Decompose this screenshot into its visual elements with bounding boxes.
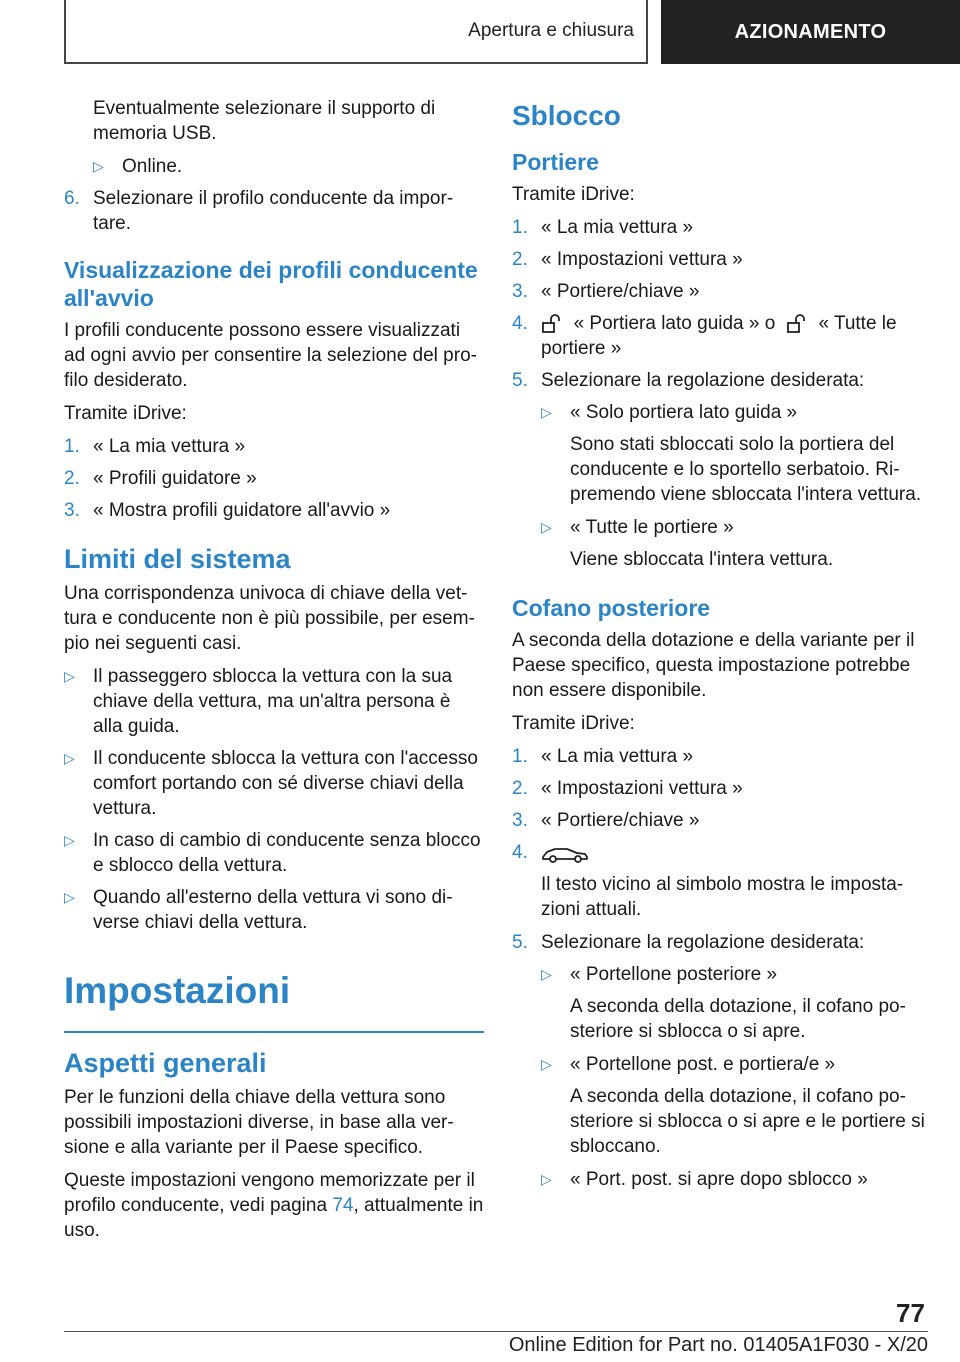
list-item xyxy=(512,368,928,393)
step-number: 3. xyxy=(512,810,528,831)
list-item xyxy=(512,1167,928,1192)
left-column xyxy=(64,96,484,1251)
list-item xyxy=(512,1052,928,1077)
list-item xyxy=(64,498,484,523)
list-item-text: « La mia vettura » xyxy=(541,746,694,767)
step-number: 2. xyxy=(512,778,528,799)
footer-divider xyxy=(64,1331,928,1332)
page-number: 77 xyxy=(896,1298,925,1328)
paragraph-text: Queste impostazioni vengono memorizzate per il profilo conducente, vedi pagina xyxy=(64,1170,475,1216)
list-item xyxy=(64,434,484,459)
list-item-text xyxy=(541,840,928,865)
list-item xyxy=(512,840,928,865)
step-number: 2. xyxy=(64,468,80,489)
list-item-text: « La mia vettura » xyxy=(541,217,694,238)
step-number: 3. xyxy=(64,500,80,521)
triangle-right-icon: ▷ xyxy=(541,1056,552,1072)
header-section xyxy=(64,0,648,64)
paragraph: Tramite iDrive: xyxy=(512,184,635,205)
paragraph: Una corrispondenza univoca di chiave della vet-tura e conducente non è più possibile, per esem-pio nei seguenti casi. xyxy=(64,583,475,654)
list-item-text: « Portiere/chiave » xyxy=(541,281,700,302)
list-item-text: Quando all'esterno della vettura vi sono di-verse chiavi della vettura. xyxy=(93,887,453,933)
step-number: 3. xyxy=(512,281,528,302)
unlock-icon xyxy=(541,314,563,334)
list-item-text: « La mia vettura » xyxy=(93,436,246,457)
list-item-text: « Impostazioni vettura » xyxy=(541,249,743,270)
option-description: Sono stati sbloccati solo la portiera del conducente e lo sportello serbatoio. Ri-premendo viene sbloccata l'intera vettura. xyxy=(570,434,922,505)
option-description: A seconda della dotazione, il cofano po-steriore si sblocca o si apre e le portiere si sbloccano. xyxy=(570,1086,925,1157)
list-item-text xyxy=(541,311,928,361)
continued-text: Eventualmente selezionare il supporto di memoria USB. xyxy=(93,98,436,144)
triangle-right-icon: ▷ xyxy=(64,750,75,766)
paragraph: Tramite iDrive: xyxy=(512,713,635,734)
paragraph-text: , attualmente in uso. xyxy=(64,1195,484,1241)
list-item xyxy=(64,186,484,236)
list-item-text: « Solo portiera lato guida » xyxy=(570,402,798,423)
car-icon xyxy=(541,843,589,863)
list-item xyxy=(512,247,928,272)
triangle-right-icon: ▷ xyxy=(541,966,552,982)
subsection-title: Portiere xyxy=(512,149,599,175)
triangle-right-icon: ▷ xyxy=(541,519,552,535)
paragraph: Per le funzioni della chiave della vettura sono possibili impostazioni diverse, in base alla ver-sione e alla variante per il Paese specifico. xyxy=(64,1087,454,1158)
list-item-text: Online. xyxy=(122,156,183,177)
list-item xyxy=(64,828,484,878)
right-column xyxy=(512,100,928,1199)
list-item-text: Selezionare la regolazione desiderata: xyxy=(541,370,865,391)
triangle-right-icon: ▷ xyxy=(541,1171,552,1187)
list-item-text: « Portellone post. e portiera/e » xyxy=(570,1054,836,1075)
option-description: A seconda della dotazione, il cofano po-steriore si sblocca o si apre. xyxy=(570,996,906,1042)
section-title: Visualizzazione dei profili conducente all'avvio xyxy=(64,257,478,311)
list-item-text: « Mostra profili guidatore all'avvio » xyxy=(93,500,391,521)
header-chapter xyxy=(661,0,960,64)
step-number: 4. xyxy=(512,313,528,334)
step-number: 5. xyxy=(512,370,528,391)
list-item xyxy=(64,664,484,739)
triangle-right-icon: ▷ xyxy=(93,158,104,174)
list-item xyxy=(64,746,484,821)
list-item xyxy=(512,744,928,769)
footer-edition: Online Edition for Part no. 01405A1F030 - X/20 xyxy=(508,1334,928,1356)
step-number: 1. xyxy=(64,436,80,457)
header-section-label: Apertura e chiusura xyxy=(468,20,634,41)
list-item-text: « Portiere/chiave » xyxy=(541,810,700,831)
step-number: 4. xyxy=(512,842,528,863)
list-item xyxy=(512,776,928,801)
step-description: Il testo vicino al simbolo mostra le imposta-zioni attuali. xyxy=(541,874,904,920)
list-item xyxy=(512,400,928,425)
section-title: Aspetti generali xyxy=(64,1048,267,1078)
paragraph: I profili conducente possono essere visualizzati ad ogni avvio per consentire la selezione del pro-filo desiderato. xyxy=(64,320,477,391)
list-item-text: Il passeggero sblocca la vettura con la sua chiave della vettura, ma un'altra persona è alla guida. xyxy=(93,666,453,737)
option-text: « Tutte le portiere » xyxy=(541,313,897,359)
step-number: 2. xyxy=(512,249,528,270)
list-item-text: « Tutte le portiere » xyxy=(570,517,734,538)
list-item xyxy=(512,215,928,240)
header-chapter-label: AZIONAMENTO xyxy=(734,20,887,43)
list-item-text: In caso di cambio di conducente senza blocco e sblocco della vettura. xyxy=(93,830,481,876)
step-number: 5. xyxy=(512,932,528,953)
paragraph xyxy=(64,1168,484,1243)
list-item xyxy=(512,311,928,361)
list-item-text: « Impostazioni vettura » xyxy=(541,778,743,799)
list-item xyxy=(512,962,928,987)
step-number: 6. xyxy=(64,188,80,209)
title-divider xyxy=(64,1031,484,1033)
step-number: 1. xyxy=(512,746,528,767)
option-text: « Portiera lato guida » o xyxy=(573,313,776,334)
triangle-right-icon: ▷ xyxy=(64,832,75,848)
list-item-text: « Profili guidatore » xyxy=(93,468,257,489)
step-number: 1. xyxy=(512,217,528,238)
list-item-text: « Portellone posteriore » xyxy=(570,964,778,985)
list-item xyxy=(64,154,484,179)
list-item-text: Selezionare il profilo conducente da impor-tare. xyxy=(93,188,454,234)
list-item xyxy=(512,930,928,955)
unlock-icon xyxy=(786,314,808,334)
triangle-right-icon: ▷ xyxy=(541,404,552,420)
list-item xyxy=(512,808,928,833)
list-item xyxy=(512,279,928,304)
list-item xyxy=(64,466,484,491)
page-link[interactable]: 74 xyxy=(332,1195,354,1216)
chapter-title: Impostazioni xyxy=(64,970,291,1011)
paragraph: Tramite iDrive: xyxy=(64,403,187,424)
section-title: Sblocco xyxy=(512,100,621,131)
triangle-right-icon: ▷ xyxy=(64,889,75,905)
list-item-text: « Port. post. si apre dopo sblocco » xyxy=(570,1169,868,1190)
triangle-right-icon: ▷ xyxy=(64,668,75,684)
list-item-text: Il conducente sblocca la vettura con l'accesso comfort portando con sé diverse chiavi della vettura. xyxy=(93,748,478,819)
list-item xyxy=(64,885,484,935)
section-title: Limiti del sistema xyxy=(64,544,291,574)
list-item xyxy=(512,515,928,540)
paragraph: A seconda della dotazione e della variante per il Paese specifico, questa impostazione potrebbe non essere disponibile. xyxy=(512,630,915,701)
subsection-title: Cofano posteriore xyxy=(512,595,711,621)
option-description: Viene sbloccata l'intera vettura. xyxy=(570,549,834,570)
list-item-text: Selezionare la regolazione desiderata: xyxy=(541,932,865,953)
